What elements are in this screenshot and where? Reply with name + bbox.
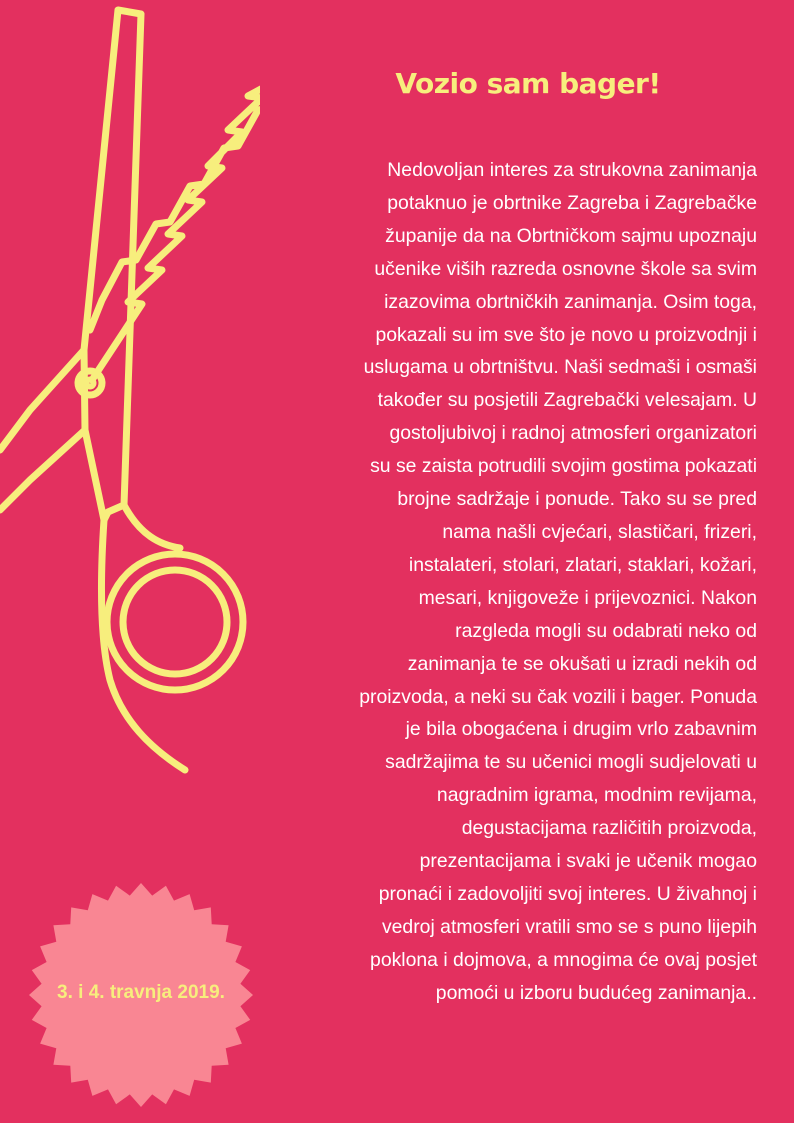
body-line: mesari, knjigoveže i prijevoznici. Nakon bbox=[418, 586, 757, 609]
body-line: razgleda mogli su odabrati neko od bbox=[455, 619, 757, 642]
body-line: instalateri, stolari, zlatari, staklari, kožari, bbox=[408, 553, 757, 576]
body-line: pomoći u izboru budućeg zanimanja.. bbox=[435, 981, 757, 1004]
body-line: nagradnim igrama, modnim revijama, bbox=[436, 784, 757, 807]
body-line: potaknuo je obrtnike Zagreba i Zagrebačke bbox=[387, 191, 757, 214]
body-line: pronaći i zadovoljiti svoj interes. U živahnoj i bbox=[378, 882, 757, 905]
body-line: sadržajima te su učenici mogli sudjelovati u bbox=[385, 751, 757, 774]
body-line: su se zaista potrudili svojim gostima pokazati bbox=[370, 455, 757, 478]
body-line: prezentacijama i svaki je učenik mogao bbox=[419, 850, 757, 873]
body-line: Nedovoljan interes za strukovna zanimanja bbox=[387, 159, 757, 181]
body-line: uslugama u obrtništvu. Naši sedmaši i osmaši bbox=[363, 356, 757, 379]
body-line: je bila obogaćena i drugim vrlo zabavnim bbox=[405, 718, 757, 741]
body-line: nama našli cvjećari, slastičari, frizeri, bbox=[442, 520, 757, 543]
body-line: izazovima obrtničkih zanimanja. Osim toga, bbox=[384, 290, 757, 313]
body-line: gostoljubivoj i radnoj atmosferi organizatori bbox=[389, 422, 757, 445]
date-badge-label: 3. i 4. travnja 2019. bbox=[57, 982, 225, 1003]
body-line: poklona i dojmova, a mnogima će ovaj posjet bbox=[370, 948, 757, 971]
body-line: pokazali su im sve što je novo u proizvodnji i bbox=[375, 323, 757, 346]
scissors-icon bbox=[0, 0, 260, 790]
body-line: degustacijama različitih proizvoda, bbox=[461, 817, 757, 840]
article-body bbox=[262, 154, 757, 1010]
body-line: zanimanja te se okušati u izradi nekih od bbox=[407, 652, 757, 675]
body-line: učenike viših razreda osnovne škole sa svim bbox=[374, 257, 757, 280]
body-line: također su posjetili Zagrebački velesajam. U bbox=[377, 389, 757, 412]
body-line: proizvoda, a neki su čak vozili i bager. Ponuda bbox=[359, 685, 757, 708]
body-line: vedroj atmosferi vratili smo se s puno lijepih bbox=[381, 915, 757, 938]
body-line: brojne sadržaje i ponude. Tako su se pred bbox=[397, 488, 757, 511]
body-line: županije da na Obrtničkom sajmu upoznaju bbox=[385, 224, 757, 247]
article-title: Vozio sam bager! bbox=[395, 67, 661, 100]
